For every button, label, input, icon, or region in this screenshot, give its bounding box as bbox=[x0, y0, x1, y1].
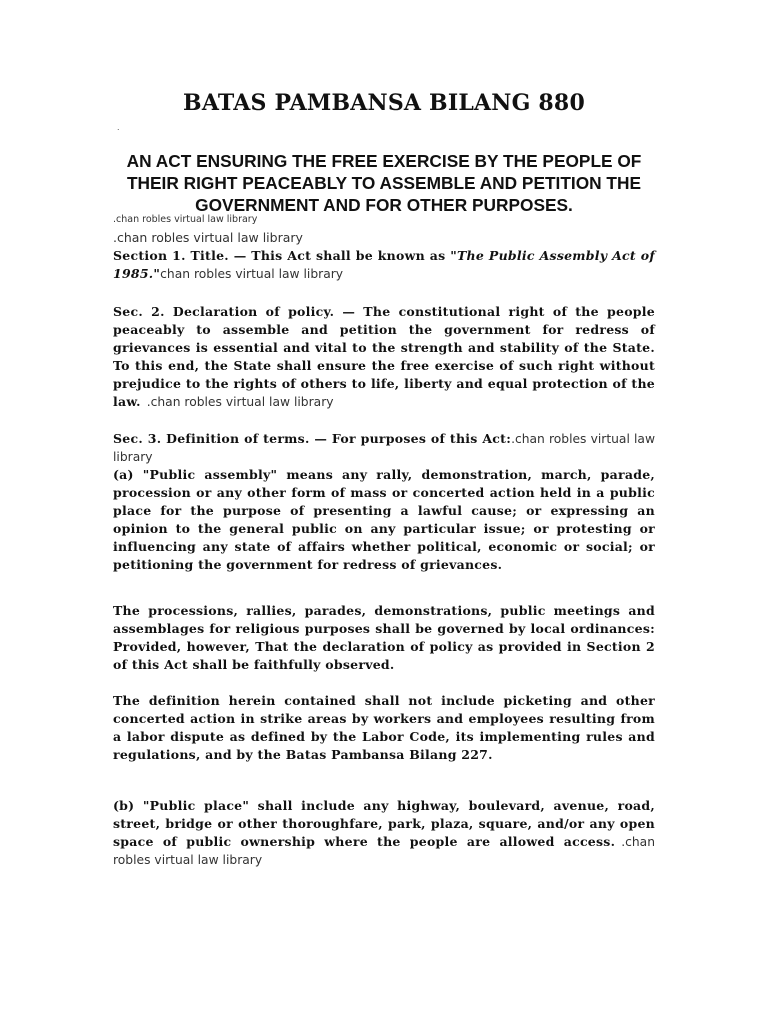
tiny-mark: . bbox=[117, 122, 120, 132]
definition-b-watermark: .chan robles virtual law library bbox=[113, 835, 655, 867]
section-2-label: Sec. 2. bbox=[113, 304, 165, 319]
watermark-small: .chan robles virtual law library bbox=[113, 214, 258, 225]
section-1-label: Section 1. Title. bbox=[113, 248, 229, 263]
page-title: BATAS PAMBANSA BILANG 880 bbox=[183, 90, 585, 116]
section-3 bbox=[113, 430, 655, 574]
definition-b-text: "Public place" shall include any highway, boulevard, avenue, road, street, bridge or other thoroughfare, park, plaza, square, and/or any open space of public ownership where the people are allowed access. bbox=[113, 798, 655, 849]
section-3-heading: Definition of terms. bbox=[166, 431, 310, 446]
definition-a-label: (a) bbox=[113, 467, 134, 482]
section-2-watermark: .chan robles virtual law library bbox=[146, 395, 334, 409]
section-2-heading: Declaration of policy. bbox=[172, 304, 335, 319]
definition-a-text: "Public assembly" means any rally, demonstration, march, parade, procession or any other form of mass or concerted action held in a public place for the purpose of presenting a lawful cause; or expressing an opinion to the general public on any particular issue; or protesting or influencing any state of affairs whether political, economic or social; or petitioning the government for redress of grievances. bbox=[113, 467, 655, 572]
section-1-short-title: "The Public Assembly Act of 1985." bbox=[113, 248, 655, 281]
section-1-text: — This Act shall be known as bbox=[233, 248, 446, 263]
act-subtitle: AN ACT ENSURING THE FREE EXERCISE BY THE PEOPLE OF THEIR RIGHT PEACEABLY TO ASSEMBLE AND PETITION THE GOVERNMENT AND FOR OTHER PURPOSES. bbox=[126, 151, 642, 215]
definition-b bbox=[113, 797, 655, 869]
section-1 bbox=[113, 247, 655, 283]
section-3-paragraph-2: The processions, rallies, parades, demonstrations, public meetings and assemblages for religious purposes shall be governed by local ordinances: Provided, however, That the declaration of policy as provided in Section 2 of this Act shall be faithfully observed. bbox=[113, 603, 655, 672]
watermark-line: .chan robles virtual law library bbox=[113, 230, 303, 245]
section-2 bbox=[113, 303, 655, 411]
definition-b-label: (b) bbox=[113, 798, 135, 813]
section-1-watermark: chan robles virtual law library bbox=[160, 267, 344, 281]
section-2-text: — The constitutional right of the people peaceably to assemble and petition the government for redress of grievances is essential and vital to the strength and stability of the State. To this end, the State shall ensure the free exercise of such right without prejudice to the rights of others to life, liberty and equal protection of the law. bbox=[113, 304, 655, 409]
section-3-watermark: .chan robles virtual law library bbox=[113, 432, 655, 464]
section-3-text: — For purposes of this Act: bbox=[314, 431, 512, 446]
section-3-label: Sec. 3. bbox=[113, 431, 162, 446]
section-3-paragraph-3: The definition herein contained shall not include picketing and other concerted action in strike areas by workers and employees resulting from a labor dispute as defined by the Labor Code, its implementing rules and regulations, and by the Batas Pambansa Bilang 227. bbox=[113, 693, 655, 762]
